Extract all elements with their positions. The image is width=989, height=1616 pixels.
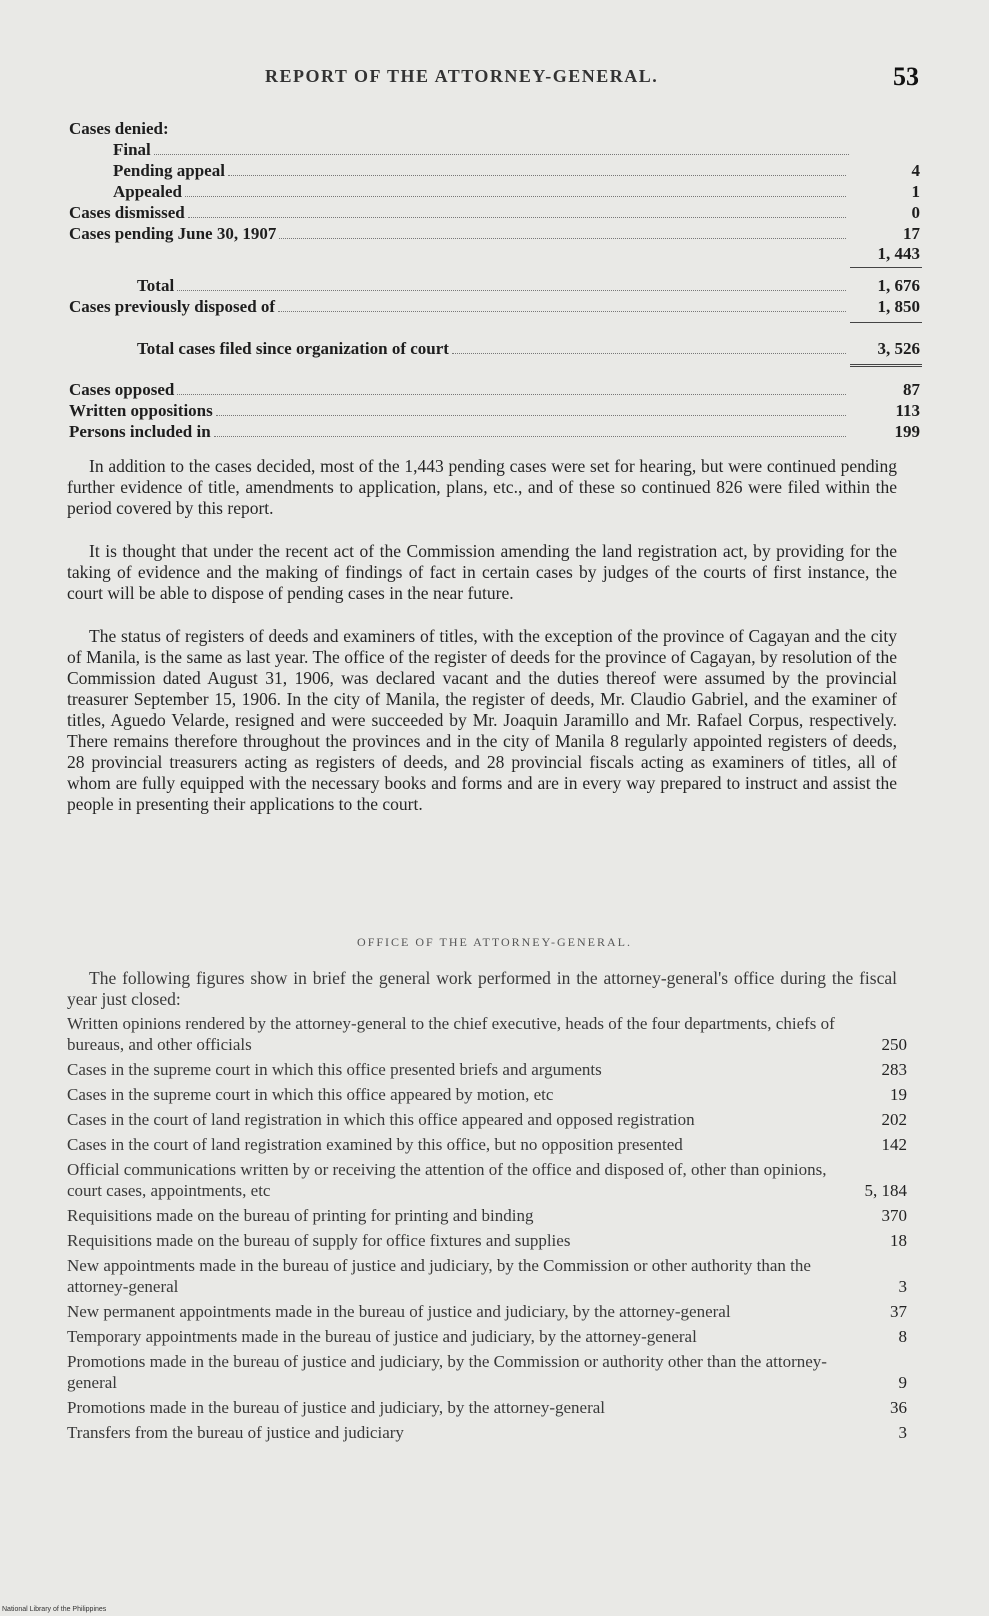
work-item-text: Requisitions made on the bureau of supply for office fixtures and supplies [67, 1231, 571, 1250]
work-item [67, 1351, 907, 1393]
work-item [67, 1159, 907, 1201]
work-item [67, 1397, 907, 1418]
stat-row-dismissed [69, 202, 920, 223]
stat-row-opposed [69, 379, 920, 400]
work-item [67, 1255, 907, 1297]
work-item [67, 1059, 907, 1080]
work-item-value: 18 [890, 1231, 907, 1250]
sum-rule [850, 267, 922, 268]
final-label: Final [113, 140, 151, 159]
dismissed-value: 0 [911, 203, 920, 222]
leader-dots [188, 217, 846, 218]
work-item-value: 3 [898, 1277, 907, 1296]
stat-row-final [113, 139, 853, 160]
work-item-text: Official communications written by or receiving the attention of the office and disposed of, other than opinions, court cases, appointments, etc [67, 1160, 827, 1200]
work-item-value: 142 [881, 1135, 907, 1154]
work-item [67, 1230, 907, 1251]
leader-dots [278, 311, 846, 312]
stat-row-prev-disposed [69, 296, 920, 317]
work-item-text: Cases in the supreme court in which this office appeared by motion, etc [67, 1085, 554, 1104]
cases-denied-heading [69, 118, 269, 139]
paragraph-recent-act: It is thought that under the recent act of the Commission amending the land registration act, by providing for the taking of evidence and the making of findings of fact in certain cases by judges of the courts of first instance, the court will be able to dispose of pending cases in the near future. [67, 541, 897, 603]
work-item-value: 9 [898, 1373, 907, 1392]
work-item-value: 36 [890, 1398, 907, 1417]
page-header [0, 62, 989, 102]
work-list [67, 1013, 907, 1447]
paragraph-registers-status: The status of registers of deeds and examiners of titles, with the exception of the province of Cagayan and the city of Manila, is the same as last year. The office of the register of deeds for the province of Cagayan, by resolution of the Commission dated August 31, 1906, was declared vacant and the duties thereof were assumed by the provincial treasurer September 15, 1906. In the city of Manila, the register of deeds, Mr. Claudio Gabriel, and the examiner of titles, Aguedo Velarde, resigned and were succeeded by Mr. Joaquin Jaramillo and Mr. Rafael Corpus, respectively. There remains therefore throughout the provinces and in the city of Manila 8 regularly appointed registers of deeds, 28 provincial treasurers acting as registers of deeds, and 28 provincial fiscals acting as examiners of titles, all of whom are fully equipped with the necessary books and forms and are in every way prepared to instruct and assist the people in presenting their applications to the court. [67, 626, 897, 814]
work-item-text: Cases in the court of land registration examined by this office, but no opposition presented [67, 1135, 683, 1154]
paragraph-pending-cases: In addition to the cases decided, most of the 1,443 pending cases were set for hearing, but were continued pending further evidence of title, amendments to application, plans, etc., and of these so continued 826 were filed within the period covered by this report. [67, 456, 897, 518]
total-value: 1, 676 [877, 276, 920, 295]
sum-rule [850, 322, 922, 323]
stat-row-total [137, 275, 920, 296]
total-filed-label: Total cases filed since organization of court [137, 339, 449, 358]
written-oppositions-value: 113 [895, 401, 920, 420]
leader-dots [279, 238, 846, 239]
opposed-label: Cases opposed [69, 380, 175, 399]
work-item [67, 1013, 907, 1055]
dismissed-label: Cases dismissed [69, 203, 185, 222]
prev-disposed-value: 1, 850 [877, 297, 920, 316]
double-rule [850, 364, 922, 367]
running-title: REPORT OF THE ATTORNEY-GENERAL. [265, 66, 659, 86]
footer-credit: National Library of the Philippines [2, 1606, 107, 1613]
pending-appeal-label: Pending appeal [113, 161, 225, 180]
work-item-value: 202 [881, 1110, 907, 1129]
work-item-value: 370 [881, 1206, 907, 1225]
persons-label: Persons included in [69, 422, 211, 441]
section-heading: OFFICE OF THE ATTORNEY-GENERAL. [357, 935, 632, 949]
work-item-text: Written opinions rendered by the attorney-general to the chief executive, heads of the four departments, chiefs of bureaus, and other officials [67, 1014, 835, 1054]
pending-june-value: 17 [903, 224, 920, 243]
work-item-text: Transfers from the bureau of justice and judiciary [67, 1423, 404, 1442]
work-item-value: 283 [881, 1060, 907, 1079]
paragraph-intro: The following figures show in brief the general work performed in the attorney-general's office during the fiscal year just closed: [67, 968, 897, 1009]
stat-row-pending-appeal [113, 160, 920, 181]
work-item [67, 1326, 907, 1347]
pending-june-label: Cases pending June 30, 1907 [69, 224, 277, 243]
prev-disposed-label: Cases previously disposed of [69, 297, 276, 316]
appealed-value: 1 [911, 182, 920, 201]
work-item-value: 8 [898, 1327, 907, 1346]
work-item-value: 5, 184 [864, 1181, 907, 1200]
work-item-text: Promotions made in the bureau of justice and judiciary, by the attorney-general [67, 1398, 606, 1417]
written-oppositions-label: Written oppositions [69, 401, 213, 420]
leader-dots [177, 394, 846, 395]
work-item-value: 19 [890, 1085, 907, 1104]
leader-dots [185, 196, 846, 197]
work-item-text: Requisitions made on the bureau of printing for printing and binding [67, 1206, 534, 1225]
leader-dots [154, 154, 849, 155]
work-item [67, 1205, 907, 1226]
work-item [67, 1301, 907, 1322]
page-number: 53 [893, 62, 919, 91]
work-item-value: 250 [881, 1035, 907, 1054]
work-item [67, 1109, 907, 1130]
pending-appeal-value: 4 [911, 161, 920, 180]
cases-denied-label: Cases denied: [69, 119, 169, 138]
stat-row-appealed [113, 181, 920, 202]
stat-row-written-oppositions [69, 400, 920, 421]
leader-dots [452, 353, 846, 354]
leader-dots [177, 290, 846, 291]
work-item [67, 1134, 907, 1155]
persons-value: 199 [894, 422, 920, 441]
stat-row-pending-june [69, 223, 920, 244]
work-item-value: 3 [898, 1423, 907, 1442]
work-item-text: Temporary appointments made in the bureau of justice and judiciary, by the attorney-general [67, 1327, 697, 1346]
work-item-text: New appointments made in the bureau of justice and judiciary, by the Commission or other authority than the attorney-general [67, 1256, 811, 1296]
leader-dots [216, 415, 846, 416]
leader-dots [228, 175, 846, 176]
work-item [67, 1084, 907, 1105]
total-label: Total [137, 276, 175, 295]
opposed-value: 87 [903, 380, 920, 399]
stat-row-pending-total [780, 243, 920, 264]
stat-row-persons [69, 421, 920, 442]
total-filed-value: 3, 526 [877, 339, 920, 358]
stat-row-total-filed [137, 338, 920, 359]
pending-total-value: 1, 443 [877, 244, 920, 263]
work-item-text: New permanent appointments made in the bureau of justice and judiciary, by the attorney-general [67, 1302, 731, 1321]
appealed-label: Appealed [113, 182, 182, 201]
leader-dots [214, 436, 846, 437]
work-item [67, 1422, 907, 1443]
work-item-text: Cases in the supreme court in which this office presented briefs and arguments [67, 1060, 602, 1079]
work-item-text: Cases in the court of land registration in which this office appeared and opposed registration [67, 1110, 695, 1129]
work-item-value: 37 [890, 1302, 907, 1321]
work-item-text: Promotions made in the bureau of justice and judiciary, by the Commission or authority other than the attorney-general [67, 1352, 827, 1392]
